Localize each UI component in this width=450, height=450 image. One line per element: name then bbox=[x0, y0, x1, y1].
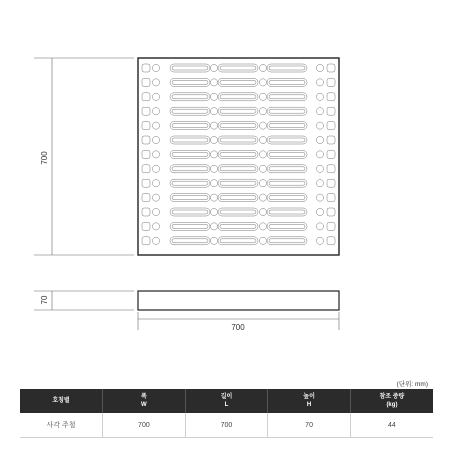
header-height bbox=[268, 389, 351, 413]
cell-height: 70 bbox=[268, 413, 351, 438]
grate-side-view bbox=[138, 291, 339, 310]
header-weight bbox=[350, 389, 433, 413]
table-row bbox=[20, 413, 433, 438]
spec-table-header-row bbox=[20, 389, 433, 413]
grate-plan-view bbox=[138, 58, 339, 255]
cell-type: 사각 주철 bbox=[20, 413, 103, 438]
header-type-label: 호칭별 bbox=[52, 398, 70, 404]
header-length bbox=[185, 389, 268, 413]
side-height-label: 70 bbox=[40, 295, 49, 305]
header-type bbox=[20, 389, 103, 413]
header-weight-unit: (kg) bbox=[386, 402, 398, 408]
cell-width: 700 bbox=[103, 413, 186, 438]
header-height-label: 높이 bbox=[303, 394, 315, 400]
unit-note: (단위: mm) bbox=[396, 381, 428, 388]
header-length-label: 길이 bbox=[220, 394, 233, 400]
header-weight-label: 참조 중량 bbox=[379, 394, 405, 400]
cell-length: 700 bbox=[185, 413, 268, 438]
plan-height-label: 700 bbox=[40, 151, 49, 165]
header-width-label: 폭 bbox=[140, 394, 147, 400]
side-width-label: 700 bbox=[231, 323, 245, 332]
header-width bbox=[103, 389, 186, 413]
header-height-symbol: H bbox=[306, 402, 312, 408]
header-width-symbol: W bbox=[141, 402, 147, 408]
header-length-symbol: L bbox=[224, 402, 229, 408]
spec-table bbox=[20, 389, 433, 438]
side-height-dimension bbox=[34, 291, 134, 310]
plan-height-dimension bbox=[34, 58, 134, 255]
cell-weight: 44 bbox=[350, 413, 433, 438]
